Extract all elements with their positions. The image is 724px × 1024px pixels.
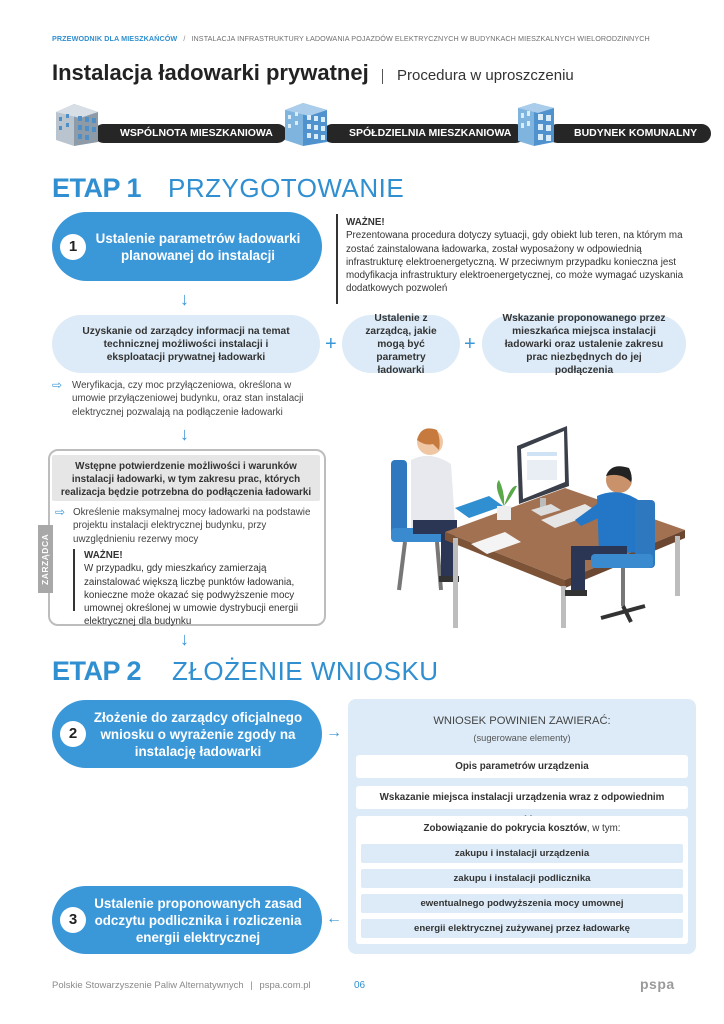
stage2-name: ZŁOŻENIE WNIOSKU: [172, 656, 439, 686]
note-bar: [336, 214, 338, 304]
plus-icon: +: [464, 333, 476, 355]
request-item: Opis parametrów urządzenia: [356, 755, 688, 778]
manager-important-note: [84, 549, 320, 629]
building-blue-icon: [281, 100, 331, 148]
building-type-label: BUDYNEK KOMUNALNY: [548, 124, 711, 143]
hollow-arrow-icon: ⇨: [55, 505, 66, 519]
request-item: Wskazanie miejsca instalacji urządzenia wraz z odpowiednim: [356, 786, 688, 809]
arrow-down-icon: ↓: [180, 629, 189, 649]
arrow-right-icon: →: [326, 724, 342, 741]
building-type-spoldzielnia: [281, 100, 512, 150]
footer-credits: [52, 980, 311, 991]
building-type-wspolnota: [52, 100, 273, 150]
manager-detail-text: Określenie maksymalnej mocy ładowarki na podstawie projektu instalacji elektrycznej budynku, przy uwzględnieniu rezerwy mocy: [73, 507, 311, 545]
plus-icon: +: [325, 333, 337, 355]
step3-pill: [52, 886, 322, 954]
stage1-name: PRZYGOTOWANIE: [168, 173, 405, 203]
cost-item: zakupu i instalacji urządzenia: [361, 844, 683, 863]
parallel-item-info: [52, 315, 320, 373]
manager-side-label: ZARZĄDCA: [38, 525, 53, 593]
building-type-label: WSPÓLNOTA MIESZKANIOWA: [94, 124, 287, 143]
page-title: Instalacja ładowarki prywatnej: [52, 60, 369, 85]
pspa-logo: pspa: [640, 976, 675, 992]
step3-text: Ustalenie proponowanych zasad odczytu podlicznika i rozliczenia energii elektrycznej: [94, 895, 302, 945]
page-number: 06: [354, 980, 366, 991]
important-note-text: Prezentowana procedura dotyczy sytuacji, gdy obiekt lub teren, na którym ma zostać zainstalowana ładowarka, został wyposażony w odpowiednią infrastrukturę elektroenergetyczną. W przeciwnym przypadku konieczna jest modyfikacja infrastruktury elektroenergetycznej, co może wymagać uzyskania dodatkowych pozwoleń: [346, 230, 684, 295]
building-blue-icon: [512, 100, 562, 148]
footer-separator: |: [250, 980, 253, 991]
page-subtitle: Procedura w uproszczeniu: [397, 67, 574, 84]
breadcrumb: [52, 34, 650, 43]
arrow-down-icon: ↓: [180, 289, 189, 309]
step1-pill: [52, 212, 322, 281]
stage2-label: ETAP 2: [52, 656, 142, 686]
note-bar: [73, 549, 75, 611]
important-note-heading: WAŻNE!: [346, 217, 385, 228]
cost-item: ewentualnego podwyższenia mocy umownej: [361, 894, 683, 913]
cost-item: zakupu i instalacji podlicznika: [361, 869, 683, 888]
step2-text: Złożenie do zarządcy oficjalnego wniosku o wyrażenie zgody na instalację ładowarki: [93, 709, 303, 759]
verification-text: Weryfikacja, czy moc przyłączeniowa, określona w umowie przyłączeniowej budynku, oraz stan instalacji elektrycznej pozwalają na podłączenie ładowarki: [72, 380, 304, 418]
costs-heading-bold: Zobowiązanie do pokrycia kosztów: [423, 823, 587, 834]
breadcrumb-separator: /: [183, 34, 186, 43]
cost-item: energii elektrycznej zużywanej przez ładowarkę: [361, 919, 683, 938]
important-note-1: [346, 216, 686, 296]
manager-note-text: W przypadku, gdy mieszkańcy zamierzają zainstalować większą liczbę punktów ładowania, konieczne może okazać się podwyższenie mocy umownej określonej w umowie dystrybucji energii elektrycznej dla budynku: [84, 563, 298, 628]
stage1-label: ETAP 1: [52, 173, 142, 203]
building-type-label: SPÓŁDZIELNIA MIESZKANIOWA: [323, 124, 525, 143]
breadcrumb-topic: INSTALACJA INFRASTRUKTURY ŁADOWANIA POJAZDÓW ELEKTRYCZNYCH W BUDYNKACH MIESZKALNYCH WIELORODZINNYCH: [191, 34, 650, 43]
footer-site-link[interactable]: pspa.com.pl: [259, 980, 311, 991]
arrow-down-icon: ↓: [180, 424, 189, 444]
parallel-item-location: [482, 312, 686, 376]
step2-number: 2: [60, 721, 86, 747]
step3-number: 3: [60, 907, 86, 933]
step1-text: Ustalenie parametrów ładowarki planowanej do instalacji: [95, 230, 301, 263]
footer-org: Polskie Stowarzyszenie Paliw Alternatywnych: [52, 980, 244, 991]
costs-heading-rest: , w tym:: [586, 823, 621, 834]
step2-pill: [52, 700, 322, 768]
costs-heading: [356, 823, 688, 834]
manager-note-heading: WAŻNE!: [84, 550, 123, 561]
building-type-komunalny: [512, 100, 698, 150]
building-gray-icon: [52, 100, 102, 148]
parallel-item-text: Uzyskanie od zarządcy informacji na temat technicznej możliwości instalacji i eksploatacji prywatnej ładowarki: [82, 325, 290, 363]
parallel-item-text: Ustalenie z zarządcą, jakie mogą być parametry ładowarki: [365, 312, 437, 376]
parallel-item-params: [342, 312, 460, 376]
office-illustration: [385, 420, 685, 630]
parallel-item-text: Wskazanie proponowanego przez mieszkańca miejsca instalacji ładowarki oraz ustalenie zakresu prac niezbędnych do jej podłączenia: [502, 312, 666, 376]
title-divider: [382, 69, 383, 84]
request-title: WNIOSEK POWINIEN ZAWIERAĆ:: [433, 715, 611, 727]
manager-box-heading: Wstępne potwierdzenie możliwości i warunków instalacji ładowarki, w tym zakresu prac, których realizacja będzie potrzebna do podłączenia ładowarki: [52, 455, 320, 501]
step1-number: 1: [60, 234, 86, 260]
request-subtitle: (sugerowane elementy): [473, 733, 571, 743]
hollow-arrow-icon: ⇨: [52, 378, 63, 392]
arrow-left-icon: ←: [326, 910, 342, 927]
breadcrumb-section[interactable]: PRZEWODNIK DLA MIESZKAŃCÓW: [52, 34, 178, 43]
